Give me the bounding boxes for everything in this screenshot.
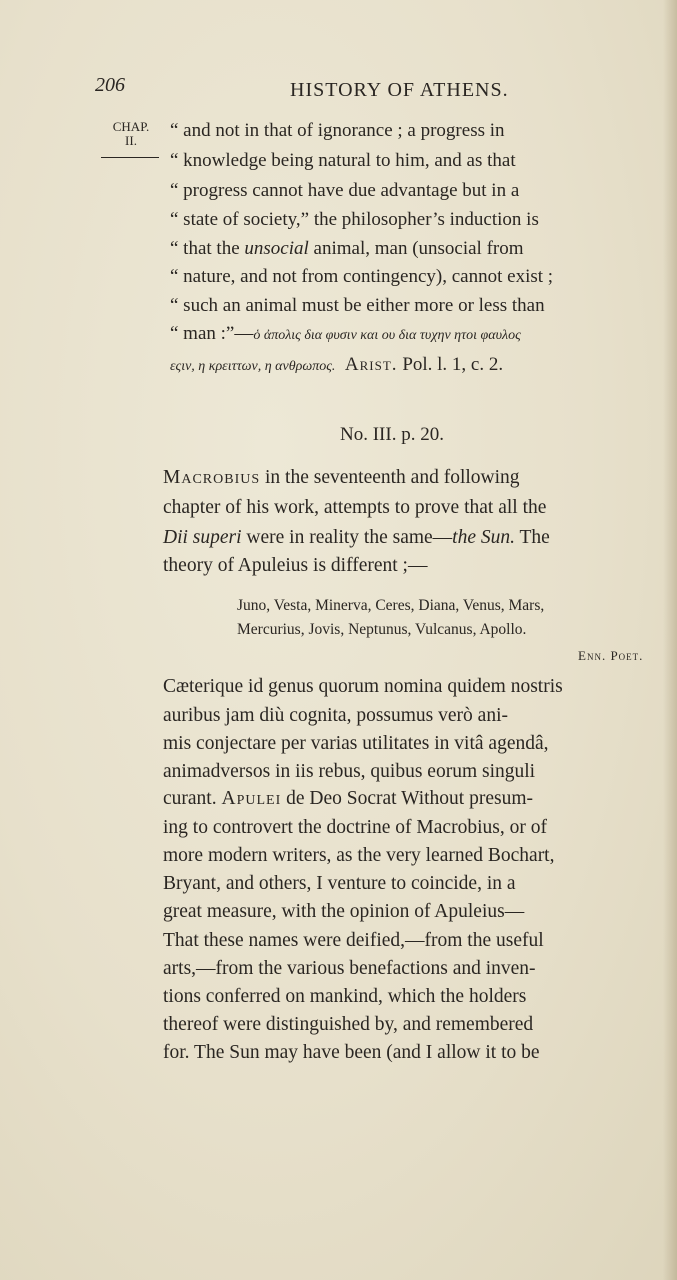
- para2-line-7: more modern writers, as the very learned Bochart,: [163, 845, 555, 866]
- italic-term: unsocial: [244, 238, 309, 259]
- author-name: Apulei: [221, 788, 282, 809]
- para2-line-13: thereof were distinguished by, and remembered: [163, 1014, 534, 1035]
- quote-line-5: “ that the unsocial animal, man (unsocial from: [170, 238, 524, 259]
- para2-line-1: Cæterique id genus quorum nomina quidem nostris: [163, 676, 563, 697]
- para2-line-8: Bryant, and others, I venture to coincide, in a: [163, 873, 516, 894]
- para2-line-10: That these names were deified,—from the useful: [163, 930, 544, 951]
- quote-line-3: “ progress cannot have due advantage but in a: [170, 180, 520, 201]
- para2-line-9: great measure, with the opinion of Apuleius—: [163, 901, 525, 922]
- section-heading: No. III. p. 20.: [340, 424, 444, 445]
- quote-line-9: εςιν, η κρειττων, η ανθρωπος. Arist. Pol. l. 1, c. 2.: [170, 354, 504, 375]
- para2-line-3: mis conjectare per varias utilitates in vitâ agendâ,: [163, 733, 549, 754]
- chap-label: CHAP.: [112, 119, 150, 134]
- para2-line-11: arts,—from the various benefactions and inven-: [163, 958, 536, 979]
- quote-line-4: “ state of society,” the philosopher’s induction is: [170, 209, 539, 230]
- italic-term: Dii superi: [163, 527, 242, 548]
- quote-line-1: “ and not in that of ignorance ; a progress in: [170, 120, 505, 141]
- author-name: Arist.: [344, 354, 398, 375]
- greek-text: ὁ ἀπολις δια φυσιν και ου δια τυχην ητοι φαυλος: [253, 328, 521, 343]
- para2-line-2: auribus jam diù cognita, possumus verò ani-: [163, 705, 508, 726]
- para1-line-1: Macrobius in the seventeenth and following: [163, 467, 520, 488]
- page-number: 206: [95, 74, 125, 96]
- para1-line-3: Dii superi were in reality the same—the Sun. The: [163, 527, 550, 548]
- quote-line-8: “ man :”—ὁ ἀπολις δια φυσιν και ου δια τυχην ητοι φαυλος: [170, 323, 521, 344]
- verse-line-2: Mercurius, Jovis, Neptunus, Vulcanus, Apollo.: [237, 621, 527, 638]
- italic-term: the Sun.: [452, 527, 515, 548]
- para1-line-2: chapter of his work, attempts to prove that all the: [163, 497, 547, 518]
- margin-rule: [101, 157, 159, 158]
- chap-number: II.: [125, 133, 137, 148]
- para2-line-12: tions conferred on mankind, which the holders: [163, 986, 527, 1007]
- quote-line-6: “ nature, and not from contingency), cannot exist ;: [170, 266, 554, 287]
- verse-line-1: Juno, Vesta, Minerva, Ceres, Diana, Venus, Mars,: [237, 597, 545, 614]
- chapter-marker: [108, 120, 154, 148]
- greek-text: εςιν, η κρειττων, η ανθρωπος.: [170, 359, 336, 374]
- author-name: Macrobius: [163, 467, 261, 488]
- verse-attribution: Enn. Poet.: [578, 648, 644, 663]
- quote-line-2: “ knowledge being natural to him, and as that: [170, 150, 516, 171]
- page-edge-shadow: [663, 0, 677, 1280]
- quote-line-7: “ such an animal must be either more or less than: [170, 295, 545, 316]
- para2-line-5: curant. Apulei de Deo Socrat Without presum-: [163, 788, 533, 809]
- para2-line-6: ing to controvert the doctrine of Macrobius, or of: [163, 817, 547, 838]
- para2-line-14: for. The Sun may have been (and I allow it to be: [163, 1042, 540, 1063]
- para2-line-4: animadversos in iis rebus, quibus eorum singuli: [163, 761, 536, 782]
- para1-line-4: theory of Apuleius is different ;—: [163, 555, 428, 576]
- running-title: HISTORY OF ATHENS.: [290, 79, 509, 101]
